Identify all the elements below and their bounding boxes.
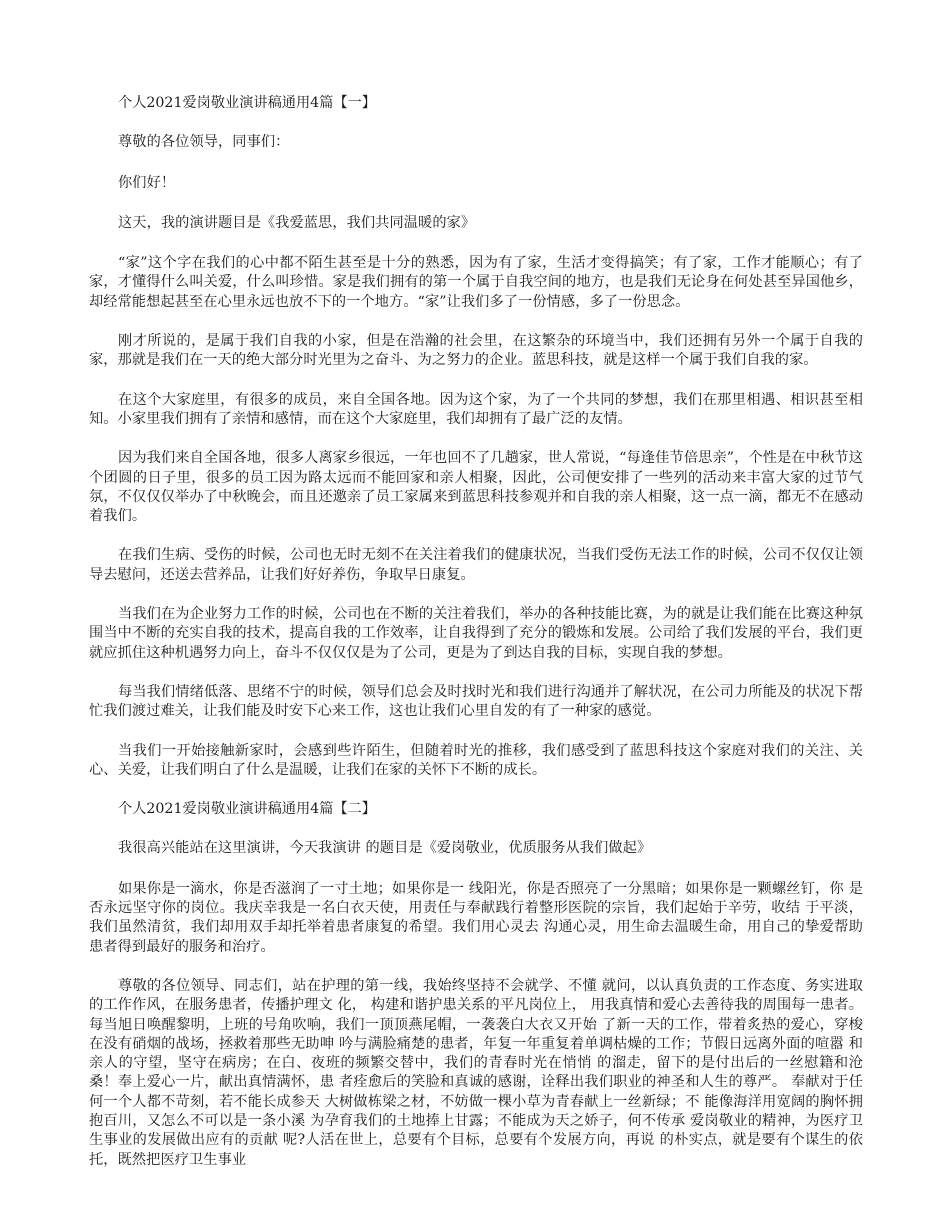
document-page	[89, 94, 863, 1224]
speech-topic: 这天，我的演讲题目是《我爱蓝思，我们共同温暖的家》	[118, 214, 476, 231]
paragraph: 在这个大家庭里，有很多的成员，来自全国各地。因为这个家，为了一个共同的梦想，我们在那里相遇、相识甚至相知。小家里我们拥有了亲情和感情，而在这个大家庭里，我们却拥有了最广泛的友情。	[89, 391, 863, 427]
paragraph: 如果你是一滴水，你是否滋润了一寸土地；如果你是一 线阳光，你是否照亮了一分黑暗；如果你是一颗螺丝钉，你 是否永远坚守你的岗位。我庆幸我是一名白衣天使，用责任与奉献践行着整形医院的宗旨，我们起始于辛劳，收结 于平淡，我们虽然清贫，我们却用双手却托举着患者康复的希望。我们用心灵去 沟通心灵，用生命去温暖生命，用自己的挚爱帮助患者得到最好的服务和治疗。	[89, 880, 863, 955]
paragraph: 每当我们情绪低落、思绪不宁的时候，领导们总会及时找时光和我们进行沟通并了解状况，在公司力所能及的状况下帮忙我们渡过难关，让我们能及时安下心来工作，这也让我们心里自发的有了一种家的感觉。	[89, 683, 863, 720]
section-2-intro: 我很高兴能站在这里演讲，今天我演讲 的题目是《爱岗敬业，优质服务从我们做起》	[118, 840, 652, 857]
greeting: 你们好！	[118, 174, 176, 191]
paragraph: 当我们在为企业努力工作的时候，公司也在不断的关注着我们，举办的各种技能比赛，为的就是让我们能在比赛这种氛围当中不断的充实自我的技术，提高自我的工作效率，让自我得到了充分的锻炼和发展。公司给了我们发展的平台，我们更就应抓住这种机遇努力向上，奋斗不仅仅仅是为了公司，更是为了到达自我的目标，实现自我的梦想。	[89, 606, 863, 661]
section-2-title: 个人2021爱岗敬业演讲稿通用4篇【二】	[118, 801, 376, 818]
section-1-title: 个人2021爱岗敬业演讲稿通用4篇【一】	[118, 95, 376, 111]
paragraph: 在我们生病、受伤的时候，公司也无时无刻不在关注着我们的健康状况，当我们受伤无法工作的时候，公司不仅仅让领导去慰问，还送去营养品，让我们好好养伤，争取早日康复。	[89, 547, 863, 583]
paragraph: 刚才所说的，是属于我们自我的小家，但是在浩瀚的社会里，在这繁杂的环境当中，我们还拥有另外一个属于自我的家，那就是我们在一天的绝大部分时光里为之奋斗、为之努力的企业。蓝思科技，就是这样一个属于我们自我的家。	[89, 333, 863, 369]
paragraph: “家”这个字在我们的心中都不陌生甚至是十分的熟悉，因为有了家，生活才变得搞笑；有了家，工作才能顺心；有了家，才懂得什么叫关爱，什么叫珍惜。家是我们拥有的第一个属于自我空间的地方，也是我们无论身在何处甚至异国他乡，却经常能想起甚至在心里永远也放不下的一个地方。“家”让我们多了一份情感，多了一份思念。	[89, 255, 863, 310]
salutation: 尊敬的各位领导，同事们：	[118, 134, 290, 151]
paragraph: 当我们一开始接触新家时，会感到些许陌生，但随着时光的推移，我们感受到了蓝思科技这个家庭对我们的关注、关心、关爱，让我们明白了什么是温暖，让我们在家的关怀下不断的成长。	[89, 742, 863, 778]
paragraph: 因为我们来自全国各地，很多人离家乡很远，一年也回不了几趟家，世人常说，“每逢佳节倍思亲”，个性是在中秋节这个团圆的日子里，很多的员工因为路太远而不能回家和亲人相聚，因此，公司便安排了一些列的活动来丰富大家的过节气氛，不仅仅仅举办了中秋晚会，而且还邀亲了员工家属来到蓝思科技参观并和自我的亲人相聚，这一点一滴，都无不在感动着我们。	[89, 450, 863, 525]
paragraph: 尊敬的各位领导、同志们，站在护理的第一线，我始终坚持不会就学、不懂 就问，以认真负责的工作态度、务实进取的工作作风，在服务患者，传播护理文 化， 构建和谐护患关系的平凡岗位上， 用我真情和爱心去善待我的周围每一患者。 每当旭日唤醒黎明，上班的号角吹响，我们一顶顶燕尾帽，一袭袭白大衣又开始 了新一天的工作，带着炙热的爱心，穿梭在没有硝烟的战场，拯救着那些无助呻 吟与满脸痛楚的患者，年复一年重复着单调枯燥的工作；节假日远离外面的喧嚣 和亲人的守望，坚守在病房；在白、夜班的频繁交替中，我们的青春时光在悄悄 的溜走，留下的是付出后的一丝慰籍和沧桑！奉上爱心一片，献出真情满怀，患 者痊愈后的笑脸和真诚的感谢，诠释出我们职业的神圣和人生的尊严。 奉献对于任何一个人都不苛刻，若不能长成参天 大树做栋梁之材，不妨做一棵小草为青春献上一丝新绿；不 能像海洋用宽阔的胸怀拥抱百川，又怎么不可以是一条小溪 为孕育我们的土地捧上甘露；不能成为天之娇子，何不传承 爱岗敬业的精神，为医疗卫生事业的发展做出应有的贡献 呢?人活在世上，总要有个目标，总要有个发展方向，再说 的朴实点，就是要有个谋生的依托，既然把医疗卫生事业	[89, 977, 863, 1168]
